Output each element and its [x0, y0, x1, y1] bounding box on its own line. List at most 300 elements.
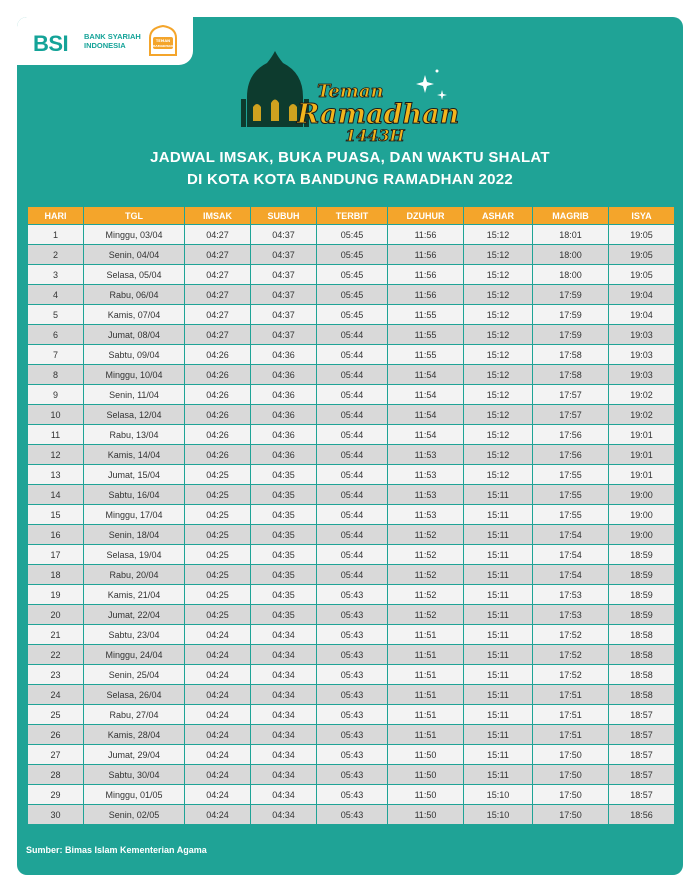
cell-dzuhur: 11:56: [388, 245, 463, 264]
table-row: [28, 445, 674, 464]
cell-ashar: 15:11: [464, 665, 532, 684]
cell-isya: 18:57: [609, 765, 674, 784]
cell-terbit: 05:43: [317, 685, 387, 704]
cell-ashar: 15:12: [464, 425, 532, 444]
cell-hari: 21: [28, 625, 83, 644]
cell-dzuhur: 11:51: [388, 625, 463, 644]
cell-subuh: 04:35: [251, 525, 316, 544]
cell-terbit: 05:44: [317, 565, 387, 584]
cell-magrib: 17:50: [533, 745, 608, 764]
table-row: [28, 725, 674, 744]
cell-tgl: Kamis, 21/04: [84, 585, 184, 604]
cell-dzuhur: 11:50: [388, 785, 463, 804]
cell-hari: 10: [28, 405, 83, 424]
cell-hari: 11: [28, 425, 83, 444]
table-row: [28, 285, 674, 304]
cell-ashar: 15:11: [464, 685, 532, 704]
cell-ashar: 15:11: [464, 585, 532, 604]
cell-dzuhur: 11:51: [388, 685, 463, 704]
cell-magrib: 17:50: [533, 765, 608, 784]
cell-isya: 18:57: [609, 705, 674, 724]
cell-subuh: 04:36: [251, 425, 316, 444]
cell-magrib: 18:00: [533, 245, 608, 264]
cell-imsak: 04:26: [185, 405, 250, 424]
cell-tgl: Senin, 04/04: [84, 245, 184, 264]
cell-tgl: Senin, 25/04: [84, 665, 184, 684]
cell-magrib: 17:59: [533, 305, 608, 324]
table-row: [28, 745, 674, 764]
cell-dzuhur: 11:53: [388, 445, 463, 464]
cell-terbit: 05:43: [317, 585, 387, 604]
cell-ashar: 15:11: [464, 725, 532, 744]
cell-subuh: 04:37: [251, 265, 316, 284]
cell-imsak: 04:24: [185, 665, 250, 684]
cell-imsak: 04:26: [185, 385, 250, 404]
cell-ashar: 15:12: [464, 345, 532, 364]
cell-isya: 18:58: [609, 645, 674, 664]
cell-terbit: 05:44: [317, 485, 387, 504]
cell-magrib: 17:59: [533, 325, 608, 344]
cell-tgl: Senin, 18/04: [84, 525, 184, 544]
cell-imsak: 04:24: [185, 705, 250, 724]
cell-imsak: 04:27: [185, 305, 250, 324]
table-row: [28, 305, 674, 324]
cell-hari: 28: [28, 765, 83, 784]
table-row: [28, 525, 674, 544]
cell-dzuhur: 11:54: [388, 425, 463, 444]
cell-ashar: 15:10: [464, 805, 532, 824]
cell-ashar: 15:10: [464, 785, 532, 804]
cell-dzuhur: 11:52: [388, 545, 463, 564]
cell-ashar: 15:12: [464, 385, 532, 404]
table-row: [28, 705, 674, 724]
cell-magrib: 17:52: [533, 645, 608, 664]
cell-tgl: Rabu, 06/04: [84, 285, 184, 304]
cell-hari: 27: [28, 745, 83, 764]
source-note: Sumber: Bimas Islam Kementerian Agama: [26, 845, 207, 855]
table-row: [28, 365, 674, 384]
cell-dzuhur: 11:52: [388, 525, 463, 544]
cell-terbit: 05:43: [317, 765, 387, 784]
cell-dzuhur: 11:56: [388, 265, 463, 284]
cell-magrib: 17:50: [533, 805, 608, 824]
cell-tgl: Sabtu, 30/04: [84, 765, 184, 784]
cell-tgl: Senin, 02/05: [84, 805, 184, 824]
cell-subuh: 04:35: [251, 465, 316, 484]
cell-tgl: Minggu, 03/04: [84, 225, 184, 244]
cell-terbit: 05:45: [317, 245, 387, 264]
cell-magrib: 17:57: [533, 385, 608, 404]
cell-dzuhur: 11:53: [388, 465, 463, 484]
cell-tgl: Jumat, 08/04: [84, 325, 184, 344]
cell-imsak: 04:26: [185, 425, 250, 444]
cell-dzuhur: 11:51: [388, 725, 463, 744]
cell-tgl: Kamis, 28/04: [84, 725, 184, 744]
cell-dzuhur: 11:54: [388, 405, 463, 424]
cell-ashar: 15:11: [464, 745, 532, 764]
table-row: [28, 685, 674, 704]
table-row: [28, 765, 674, 784]
cell-ashar: 15:11: [464, 605, 532, 624]
cell-ashar: 15:12: [464, 405, 532, 424]
cell-isya: 18:59: [609, 585, 674, 604]
cell-subuh: 04:36: [251, 445, 316, 464]
cell-imsak: 04:25: [185, 505, 250, 524]
cell-subuh: 04:37: [251, 305, 316, 324]
cell-dzuhur: 11:56: [388, 225, 463, 244]
cell-terbit: 05:43: [317, 705, 387, 724]
cell-imsak: 04:25: [185, 585, 250, 604]
cell-magrib: 17:56: [533, 445, 608, 464]
cell-imsak: 04:26: [185, 345, 250, 364]
cell-magrib: 17:54: [533, 565, 608, 584]
cell-magrib: 17:52: [533, 665, 608, 684]
cell-subuh: 04:35: [251, 585, 316, 604]
cell-hari: 8: [28, 365, 83, 384]
cell-tgl: Rabu, 27/04: [84, 705, 184, 724]
cell-magrib: 17:51: [533, 685, 608, 704]
cell-tgl: Selasa, 19/04: [84, 545, 184, 564]
cell-tgl: Selasa, 05/04: [84, 265, 184, 284]
cell-hari: 13: [28, 465, 83, 484]
cell-magrib: 17:51: [533, 725, 608, 744]
table-row: [28, 505, 674, 524]
cell-terbit: 05:44: [317, 325, 387, 344]
poster: [17, 17, 683, 875]
cell-subuh: 04:36: [251, 365, 316, 384]
cell-imsak: 04:24: [185, 745, 250, 764]
table-row: [28, 665, 674, 684]
cell-isya: 18:57: [609, 725, 674, 744]
cell-hari: 20: [28, 605, 83, 624]
cell-tgl: Rabu, 20/04: [84, 565, 184, 584]
cell-imsak: 04:27: [185, 245, 250, 264]
cell-ashar: 15:12: [464, 445, 532, 464]
cell-subuh: 04:34: [251, 765, 316, 784]
cell-ashar: 15:12: [464, 265, 532, 284]
cell-ashar: 15:12: [464, 225, 532, 244]
cell-isya: 19:00: [609, 505, 674, 524]
cell-magrib: 17:55: [533, 485, 608, 504]
cell-subuh: 04:36: [251, 345, 316, 364]
cell-tgl: Sabtu, 23/04: [84, 625, 184, 644]
cell-hari: 7: [28, 345, 83, 364]
cell-terbit: 05:43: [317, 745, 387, 764]
cell-magrib: 17:51: [533, 705, 608, 724]
table-row: [28, 245, 674, 264]
cell-hari: 9: [28, 385, 83, 404]
cell-dzuhur: 11:55: [388, 305, 463, 324]
cell-subuh: 04:34: [251, 805, 316, 824]
cell-hari: 12: [28, 445, 83, 464]
cell-isya: 19:05: [609, 245, 674, 264]
cell-terbit: 05:44: [317, 525, 387, 544]
cell-dzuhur: 11:54: [388, 385, 463, 404]
cell-tgl: Minggu, 10/04: [84, 365, 184, 384]
cell-isya: 18:59: [609, 565, 674, 584]
headline-artwork: [239, 51, 469, 143]
cell-tgl: Jumat, 29/04: [84, 745, 184, 764]
cell-isya: 19:05: [609, 225, 674, 244]
cell-subuh: 04:34: [251, 645, 316, 664]
header-magrib: MAGRIB: [533, 207, 608, 224]
table-row: [28, 545, 674, 564]
cell-subuh: 04:34: [251, 785, 316, 804]
table-body: [28, 225, 674, 824]
bsi-logo: BSI: [33, 31, 69, 56]
cell-magrib: 17:54: [533, 525, 608, 544]
cell-isya: 18:58: [609, 625, 674, 644]
cell-terbit: 05:44: [317, 505, 387, 524]
cell-subuh: 04:36: [251, 385, 316, 404]
cell-imsak: 04:24: [185, 685, 250, 704]
cell-terbit: 05:44: [317, 545, 387, 564]
cell-imsak: 04:24: [185, 625, 250, 644]
cell-hari: 24: [28, 685, 83, 704]
cell-dzuhur: 11:52: [388, 585, 463, 604]
cell-isya: 19:03: [609, 325, 674, 344]
cell-tgl: Minggu, 01/05: [84, 785, 184, 804]
table-row: [28, 405, 674, 424]
cell-ashar: 15:11: [464, 485, 532, 504]
cell-ashar: 15:11: [464, 765, 532, 784]
cell-isya: 18:59: [609, 545, 674, 564]
cell-dzuhur: 11:55: [388, 345, 463, 364]
bank-name: [84, 32, 141, 50]
cell-ashar: 15:12: [464, 365, 532, 384]
page-title: [17, 147, 683, 191]
cell-imsak: 04:25: [185, 465, 250, 484]
cell-terbit: 05:45: [317, 285, 387, 304]
cell-subuh: 04:34: [251, 625, 316, 644]
cell-magrib: 17:50: [533, 785, 608, 804]
header-ashar: ASHAR: [464, 207, 532, 224]
cell-hari: 2: [28, 245, 83, 264]
svg-text:RAMADHAN: RAMADHAN: [153, 44, 173, 48]
cell-tgl: Senin, 11/04: [84, 385, 184, 404]
cell-magrib: 18:01: [533, 225, 608, 244]
cell-hari: 19: [28, 585, 83, 604]
cell-ashar: 15:11: [464, 645, 532, 664]
cell-dzuhur: 11:54: [388, 365, 463, 384]
cell-tgl: Kamis, 07/04: [84, 305, 184, 324]
header-dzuhur: DZUHUR: [388, 207, 463, 224]
cell-terbit: 05:44: [317, 345, 387, 364]
cell-hari: 23: [28, 665, 83, 684]
cell-isya: 19:04: [609, 305, 674, 324]
cell-hari: 26: [28, 725, 83, 744]
cell-terbit: 05:44: [317, 465, 387, 484]
cell-hari: 22: [28, 645, 83, 664]
cell-isya: 19:03: [609, 345, 674, 364]
cell-subuh: 04:34: [251, 665, 316, 684]
cell-isya: 18:58: [609, 665, 674, 684]
cell-magrib: 17:53: [533, 585, 608, 604]
cell-hari: 30: [28, 805, 83, 824]
cell-imsak: 04:25: [185, 605, 250, 624]
cell-isya: 19:04: [609, 285, 674, 304]
cell-magrib: 17:58: [533, 345, 608, 364]
header-tgl: TGL: [84, 207, 184, 224]
cell-dzuhur: 11:53: [388, 485, 463, 504]
table-row: [28, 225, 674, 244]
cell-subuh: 04:35: [251, 605, 316, 624]
cell-imsak: 04:26: [185, 445, 250, 464]
cell-hari: 25: [28, 705, 83, 724]
cell-hari: 17: [28, 545, 83, 564]
header-hari: HARI: [28, 207, 83, 224]
cell-dzuhur: 11:52: [388, 565, 463, 584]
cell-ashar: 15:12: [464, 285, 532, 304]
cell-ashar: 15:11: [464, 545, 532, 564]
cell-hari: 3: [28, 265, 83, 284]
cell-imsak: 04:24: [185, 765, 250, 784]
cell-subuh: 04:35: [251, 545, 316, 564]
cell-imsak: 04:25: [185, 565, 250, 584]
cell-subuh: 04:35: [251, 485, 316, 504]
table-row: [28, 425, 674, 444]
cell-subuh: 04:37: [251, 285, 316, 304]
cell-isya: 18:56: [609, 805, 674, 824]
schedule-table: [27, 206, 675, 825]
cell-subuh: 04:37: [251, 225, 316, 244]
cell-subuh: 04:34: [251, 745, 316, 764]
cell-tgl: Selasa, 26/04: [84, 685, 184, 704]
cell-dzuhur: 11:51: [388, 645, 463, 664]
cell-tgl: Sabtu, 09/04: [84, 345, 184, 364]
cell-subuh: 04:37: [251, 245, 316, 264]
cell-terbit: 05:43: [317, 625, 387, 644]
cell-terbit: 05:44: [317, 365, 387, 384]
cell-ashar: 15:11: [464, 505, 532, 524]
cell-magrib: 17:54: [533, 545, 608, 564]
header-subuh: SUBUH: [251, 207, 316, 224]
cell-dzuhur: 11:52: [388, 605, 463, 624]
cell-magrib: 17:55: [533, 465, 608, 484]
cell-magrib: 17:52: [533, 625, 608, 644]
cell-ashar: 15:11: [464, 625, 532, 644]
header-isya: ISYA: [609, 207, 674, 224]
cell-hari: 16: [28, 525, 83, 544]
bank-name-line1: BANK SYARIAH: [84, 32, 141, 41]
cell-terbit: 05:43: [317, 785, 387, 804]
cell-hari: 18: [28, 565, 83, 584]
cell-imsak: 04:24: [185, 805, 250, 824]
cell-imsak: 04:25: [185, 525, 250, 544]
cell-terbit: 05:43: [317, 665, 387, 684]
cell-imsak: 04:26: [185, 365, 250, 384]
bank-name-line2: INDONESIA: [84, 41, 126, 50]
cell-magrib: 17:58: [533, 365, 608, 384]
cell-subuh: 04:34: [251, 685, 316, 704]
cell-isya: 19:03: [609, 365, 674, 384]
cell-imsak: 04:24: [185, 785, 250, 804]
cell-ashar: 15:11: [464, 565, 532, 584]
cell-magrib: 17:56: [533, 425, 608, 444]
table-row: [28, 265, 674, 284]
cell-subuh: 04:36: [251, 405, 316, 424]
cell-terbit: 05:45: [317, 225, 387, 244]
cell-terbit: 05:43: [317, 605, 387, 624]
cell-hari: 15: [28, 505, 83, 524]
cell-hari: 6: [28, 325, 83, 344]
cell-tgl: Jumat, 15/04: [84, 465, 184, 484]
cell-imsak: 04:27: [185, 265, 250, 284]
table-row: [28, 625, 674, 644]
cell-ashar: 15:12: [464, 305, 532, 324]
cell-isya: 18:59: [609, 605, 674, 624]
cell-isya: 19:02: [609, 405, 674, 424]
cell-terbit: 05:44: [317, 425, 387, 444]
cell-ashar: 15:11: [464, 525, 532, 544]
table-row: [28, 805, 674, 824]
cell-terbit: 05:44: [317, 445, 387, 464]
cell-imsak: 04:27: [185, 225, 250, 244]
table-row: [28, 325, 674, 344]
cell-subuh: 04:35: [251, 565, 316, 584]
cell-subuh: 04:35: [251, 505, 316, 524]
cell-hari: 29: [28, 785, 83, 804]
table-row: [28, 605, 674, 624]
cell-ashar: 15:12: [464, 245, 532, 264]
table-row: [28, 585, 674, 604]
cell-dzuhur: 11:51: [388, 705, 463, 724]
cell-magrib: 18:00: [533, 265, 608, 284]
cell-ashar: 15:11: [464, 705, 532, 724]
cell-subuh: 04:37: [251, 325, 316, 344]
cell-isya: 19:00: [609, 525, 674, 544]
cell-dzuhur: 11:50: [388, 805, 463, 824]
table-row: [28, 345, 674, 364]
cell-isya: 18:58: [609, 685, 674, 704]
cell-isya: 19:02: [609, 385, 674, 404]
cell-dzuhur: 11:50: [388, 765, 463, 784]
cell-imsak: 04:24: [185, 725, 250, 744]
cell-tgl: Sabtu, 16/04: [84, 485, 184, 504]
cell-tgl: Rabu, 13/04: [84, 425, 184, 444]
cell-tgl: Minggu, 24/04: [84, 645, 184, 664]
page-title-line2: DI KOTA KOTA BANDUNG RAMADHAN 2022: [186, 171, 514, 188]
cell-dzuhur: 11:55: [388, 325, 463, 344]
cell-ashar: 15:12: [464, 465, 532, 484]
cell-isya: 19:00: [609, 485, 674, 504]
cell-imsak: 04:27: [185, 325, 250, 344]
cell-terbit: 05:45: [317, 265, 387, 284]
cell-terbit: 05:43: [317, 645, 387, 664]
cell-terbit: 05:44: [317, 385, 387, 404]
cell-magrib: 17:59: [533, 285, 608, 304]
headline-year: 1443H: [345, 126, 405, 143]
table-row: [28, 385, 674, 404]
cell-isya: 19:05: [609, 265, 674, 284]
cell-magrib: 17:55: [533, 505, 608, 524]
cell-dzuhur: 11:50: [388, 745, 463, 764]
cell-subuh: 04:34: [251, 705, 316, 724]
svg-text:TEMAN: TEMAN: [155, 39, 171, 43]
table-header-row: [28, 207, 674, 224]
cell-hari: 5: [28, 305, 83, 324]
cell-imsak: 04:25: [185, 545, 250, 564]
cell-dzuhur: 11:53: [388, 505, 463, 524]
headline-teman: Teman: [317, 81, 384, 102]
cell-terbit: 05:43: [317, 725, 387, 744]
cell-hari: 4: [28, 285, 83, 304]
teman-ramadhan-badge-icon: [147, 24, 179, 58]
cell-tgl: Minggu, 17/04: [84, 505, 184, 524]
cell-imsak: 04:27: [185, 285, 250, 304]
cell-dzuhur: 11:51: [388, 665, 463, 684]
cell-isya: 18:57: [609, 785, 674, 804]
